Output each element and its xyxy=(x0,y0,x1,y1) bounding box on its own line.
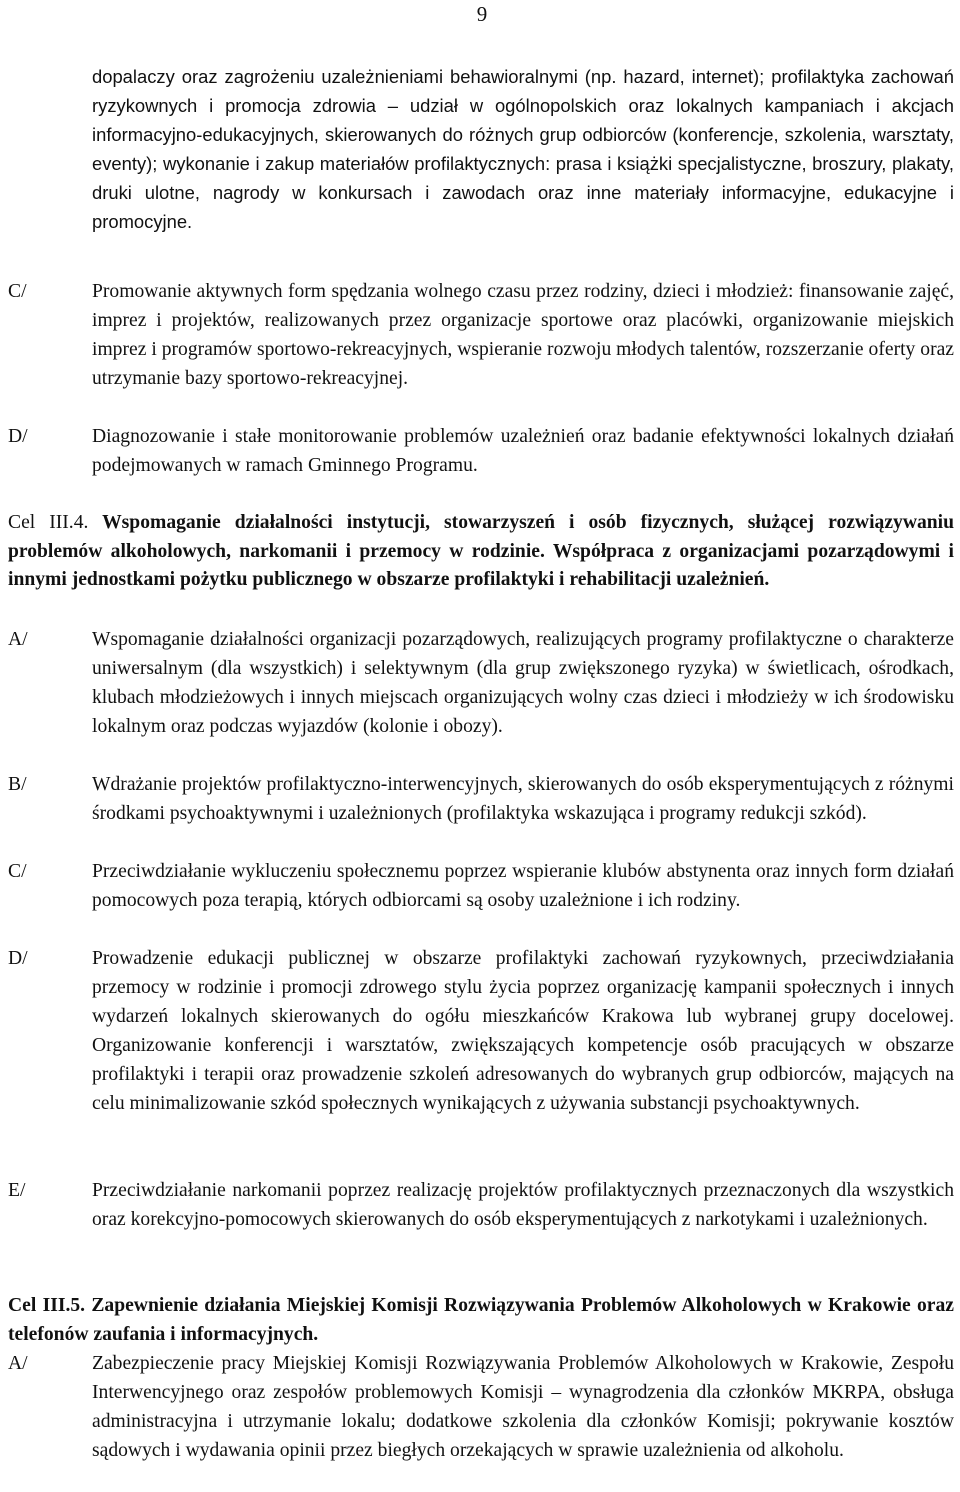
section-heading-3-5 xyxy=(8,1292,954,1349)
list-item xyxy=(8,422,954,480)
page-number: 9 xyxy=(476,2,488,26)
list-item-text: Przeciwdziałanie wykluczeniu społecznemu poprzez wspieranie klubów abstynenta oraz innych form działań pomocowych poza terapią, których odbiorcami są osoby uzależnione i ich rodziny. xyxy=(92,861,954,911)
list-item xyxy=(8,1349,954,1465)
list-item-text: Promowanie aktywnych form spędzania wolnego czasu przez rodziny, dzieci i młodzież: finansowanie zajęć, imprez i projektów, realizowanych przez organizacje sportowe oraz placówki, organizowanie miejskich imprez i programów sportowo-rekreacyjnych, wspieranie rozwoju młodych talentów, rozszerzanie oferty oraz utrzymanie bazy sportowo-rekreacyjnej. xyxy=(92,281,954,389)
list-item-text: Prowadzenie edukacji publicznej w obszarze profilaktyki zachowań ryzykownych, przeciwdziałania przemocy w rodzinie i promocji zdrowego stylu życia poprzez organizację kampanii społecznych i innych wydarzeń lokalnych skierowanych do ogółu mieszkańców Krakowa lub wybranej grupy docelowej. Organizowanie konferencji i warsztatów, zwiększających kompetencje osób pracujących w obszarze profilaktyki i terapii oraz prowadzenie szkoleń adresowanych do wybranych grup odbiorców, mających na celu minimalizowanie szkód społecznych wynikających z używania substancji psychoaktywnych. xyxy=(92,948,954,1114)
section-heading-title: Wspomaganie działalności instytucji, stowarzyszeń i osób fizycznych, służącej rozwiązywaniu problemów alkoholowych, narkomanii i przemocy w rodzinie. Współpraca z organizacjami pozarządowymi i innymi jednostkami pożytku publicznego w obszarze profilaktyki i rehabilitacji uzależnień. xyxy=(8,512,955,591)
list-item xyxy=(8,277,954,393)
section-heading-prefix: Cel III.5. xyxy=(8,1295,86,1316)
list-item-text: Przeciwdziałanie narkomanii poprzez realizację projektów profilaktycznych przeznaczonych dla wszystkich oraz korekcyjno-pomocowych skierowanych do osób eksperymentujących z narkotykami i uzależnionych. xyxy=(92,1180,954,1230)
intro-continuation-text: dopalaczy oraz zagrożeniu uzależnieniami behawioralnymi (np. hazard, internet); profilaktyka zachowań ryzykownych i promocja zdrowia – udział w ogólnopolskich oraz lokalnych kampaniach i akcjach informacyjno-edukacyjnych, skierowanych do różnych grup odbiorców (konferencje, szkolenia, warsztaty, eventy); wykonanie i zakup materiałów profilaktycznych: prasa i książki specjalistyczne, broszury, plakaty, druki ulotne, nagrody w konkursach i zawodach oraz inne materiały informacyjne, edukacyjne i promocyjne. xyxy=(92,66,954,232)
list-item-text: Zabezpieczenie pracy Miejskiej Komisji Rozwiązywania Problemów Alkoholowych w Krakowie, Zespołu Interwencyjnego oraz zespołów problemowych Komisji – wynagrodzenia dla członków MKRPA, obsługa administracyjna i utrzymanie lokalu; dodatkowe szkolenia dla członków Komisji; pokrywanie kosztów sądowych i wydawania opinii przez biegłych orzekających w sprawie uzależnienia od alkoholu. xyxy=(92,1353,954,1461)
list-item-marker: D/ xyxy=(8,948,28,969)
section-heading-prefix: Cel III.4. xyxy=(8,512,89,533)
list-item xyxy=(8,770,954,828)
list-item-marker: D/ xyxy=(8,426,28,447)
list-item-text: Wspomaganie działalności organizacji pozarządowych, realizujących programy profilaktyczne o charakterze uniwersalnym (dla wszystkich) i selektywnym (dla grup zwiększonego ryzyka) w świetlicach, ośrodkach, klubach młodzieżowych i innych miejscach organizujących wolny czas dzieci i młodzieży w ich środowisku lokalnym oraz podczas wyjazdów (kolonie i obozy). xyxy=(92,629,954,737)
list-item xyxy=(8,625,954,741)
list-item-marker: A/ xyxy=(8,629,28,650)
list-item-marker: E/ xyxy=(8,1180,26,1201)
list-item xyxy=(8,1176,954,1234)
list-item-text: Wdrażanie projektów profilaktyczno-interwencyjnych, skierowanych do osób eksperymentujących z różnymi środkami psychoaktywnymi i uzależnionych (profilaktyka wskazująca i programy redukcji szkód). xyxy=(92,774,954,824)
list-item-text: Diagnozowanie i stałe monitorowanie problemów uzależnień oraz badanie efektywności lokalnych działań podejmowanych w ramach Gminnego Programu. xyxy=(92,426,954,476)
intro-continuation xyxy=(92,62,954,236)
list-item-marker: B/ xyxy=(8,774,27,795)
list-item-marker: A/ xyxy=(8,1353,28,1374)
list-item-marker: C/ xyxy=(8,861,27,882)
section-heading-3-4 xyxy=(8,509,954,595)
list-item xyxy=(8,857,954,915)
section-heading-title: Zapewnienie działania Miejskiej Komisji Rozwiązywania Problemów Alkoholowych w Krakowie oraz telefonów zaufania i informacyjnych. xyxy=(8,1295,954,1345)
list-item-marker: C/ xyxy=(8,281,27,302)
list-item xyxy=(8,944,954,1118)
